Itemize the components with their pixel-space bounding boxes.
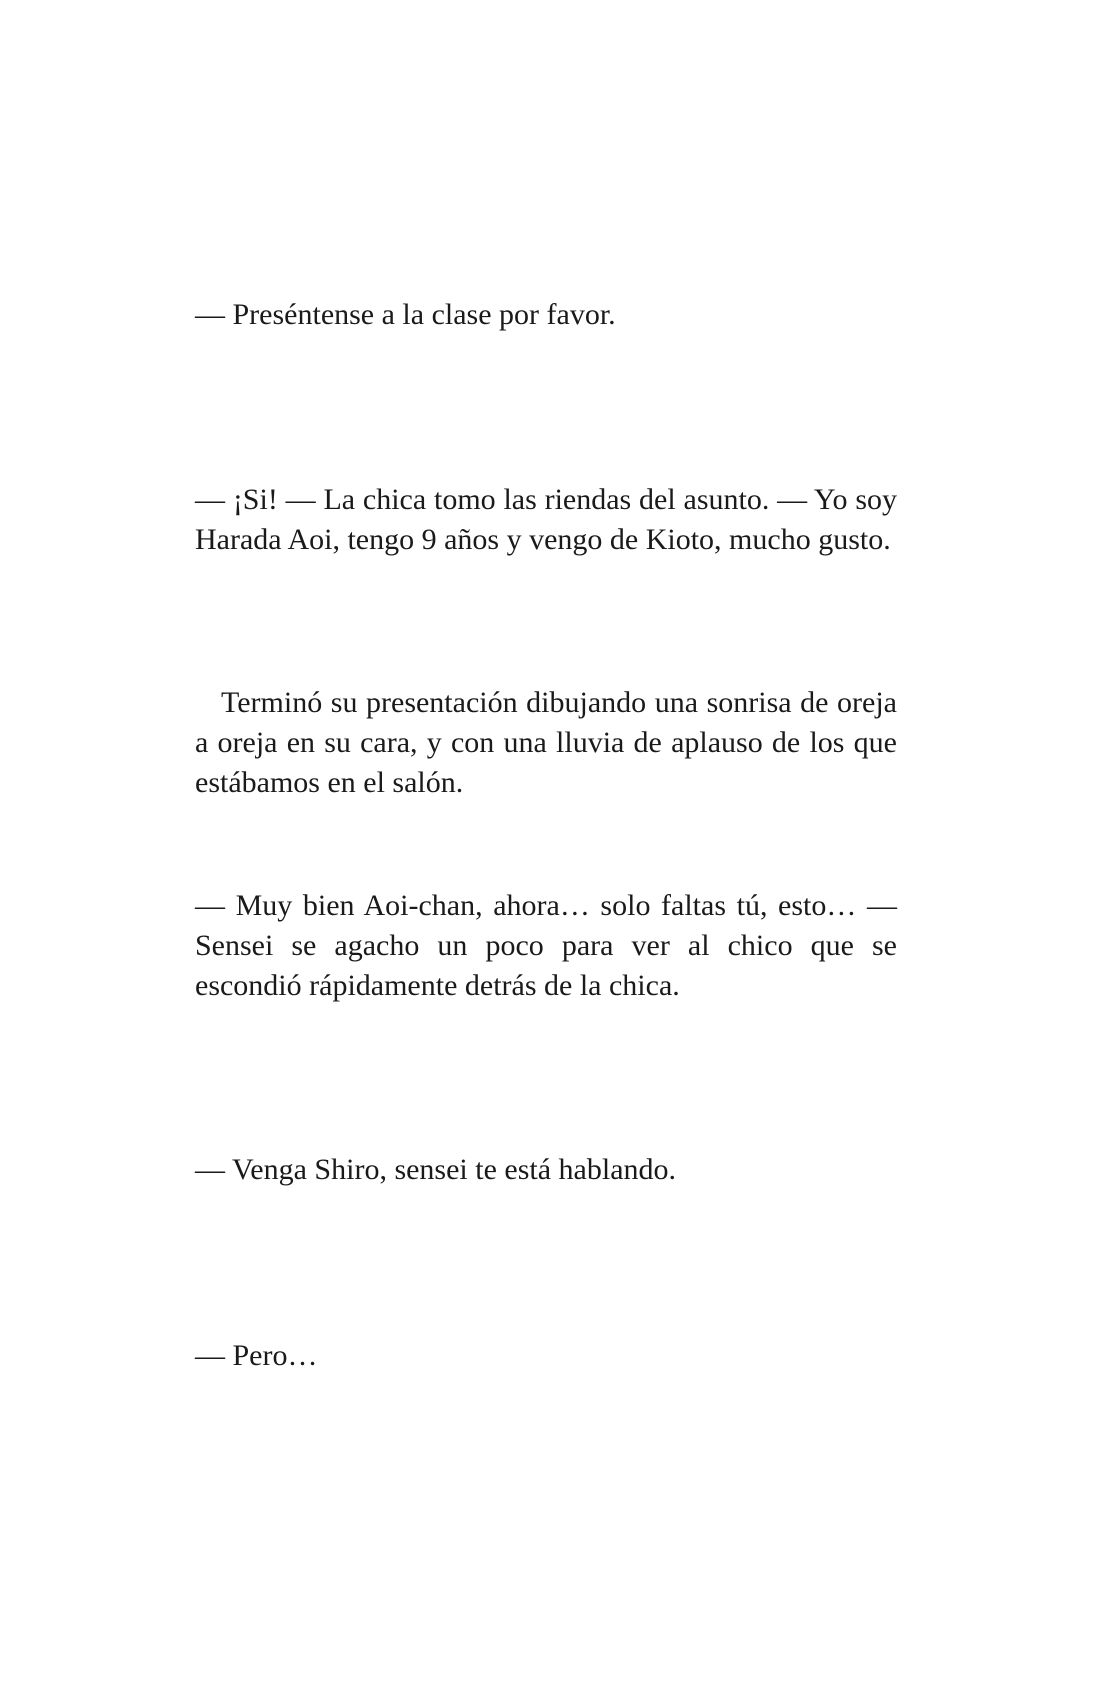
dialogue-paragraph: — ¡Si! — La chica tomo las riendas del asunto. — Yo soy Harada Aoi, tengo 9 años y vengo de Kioto, mucho gusto. (195, 483, 897, 556)
narration-paragraph: Terminó su presentación dibujando una sonrisa de oreja a oreja en su cara, y con una lluvia de aplauso de los que estábamos en el salón. (195, 686, 897, 799)
dialogue-paragraph: — Venga Shiro, sensei te está hablando. (195, 1153, 677, 1186)
dialogue-paragraph: — Pero… (195, 1339, 318, 1372)
dialogue-paragraph: — Preséntense a la clase por favor. (195, 298, 616, 331)
dialogue-paragraph: — Muy bien Aoi-chan, ahora… solo faltas tú, esto… — Sensei se agacho un poco para ver al chico que se escondió rápidamente detrás de la chica. (195, 889, 897, 1002)
